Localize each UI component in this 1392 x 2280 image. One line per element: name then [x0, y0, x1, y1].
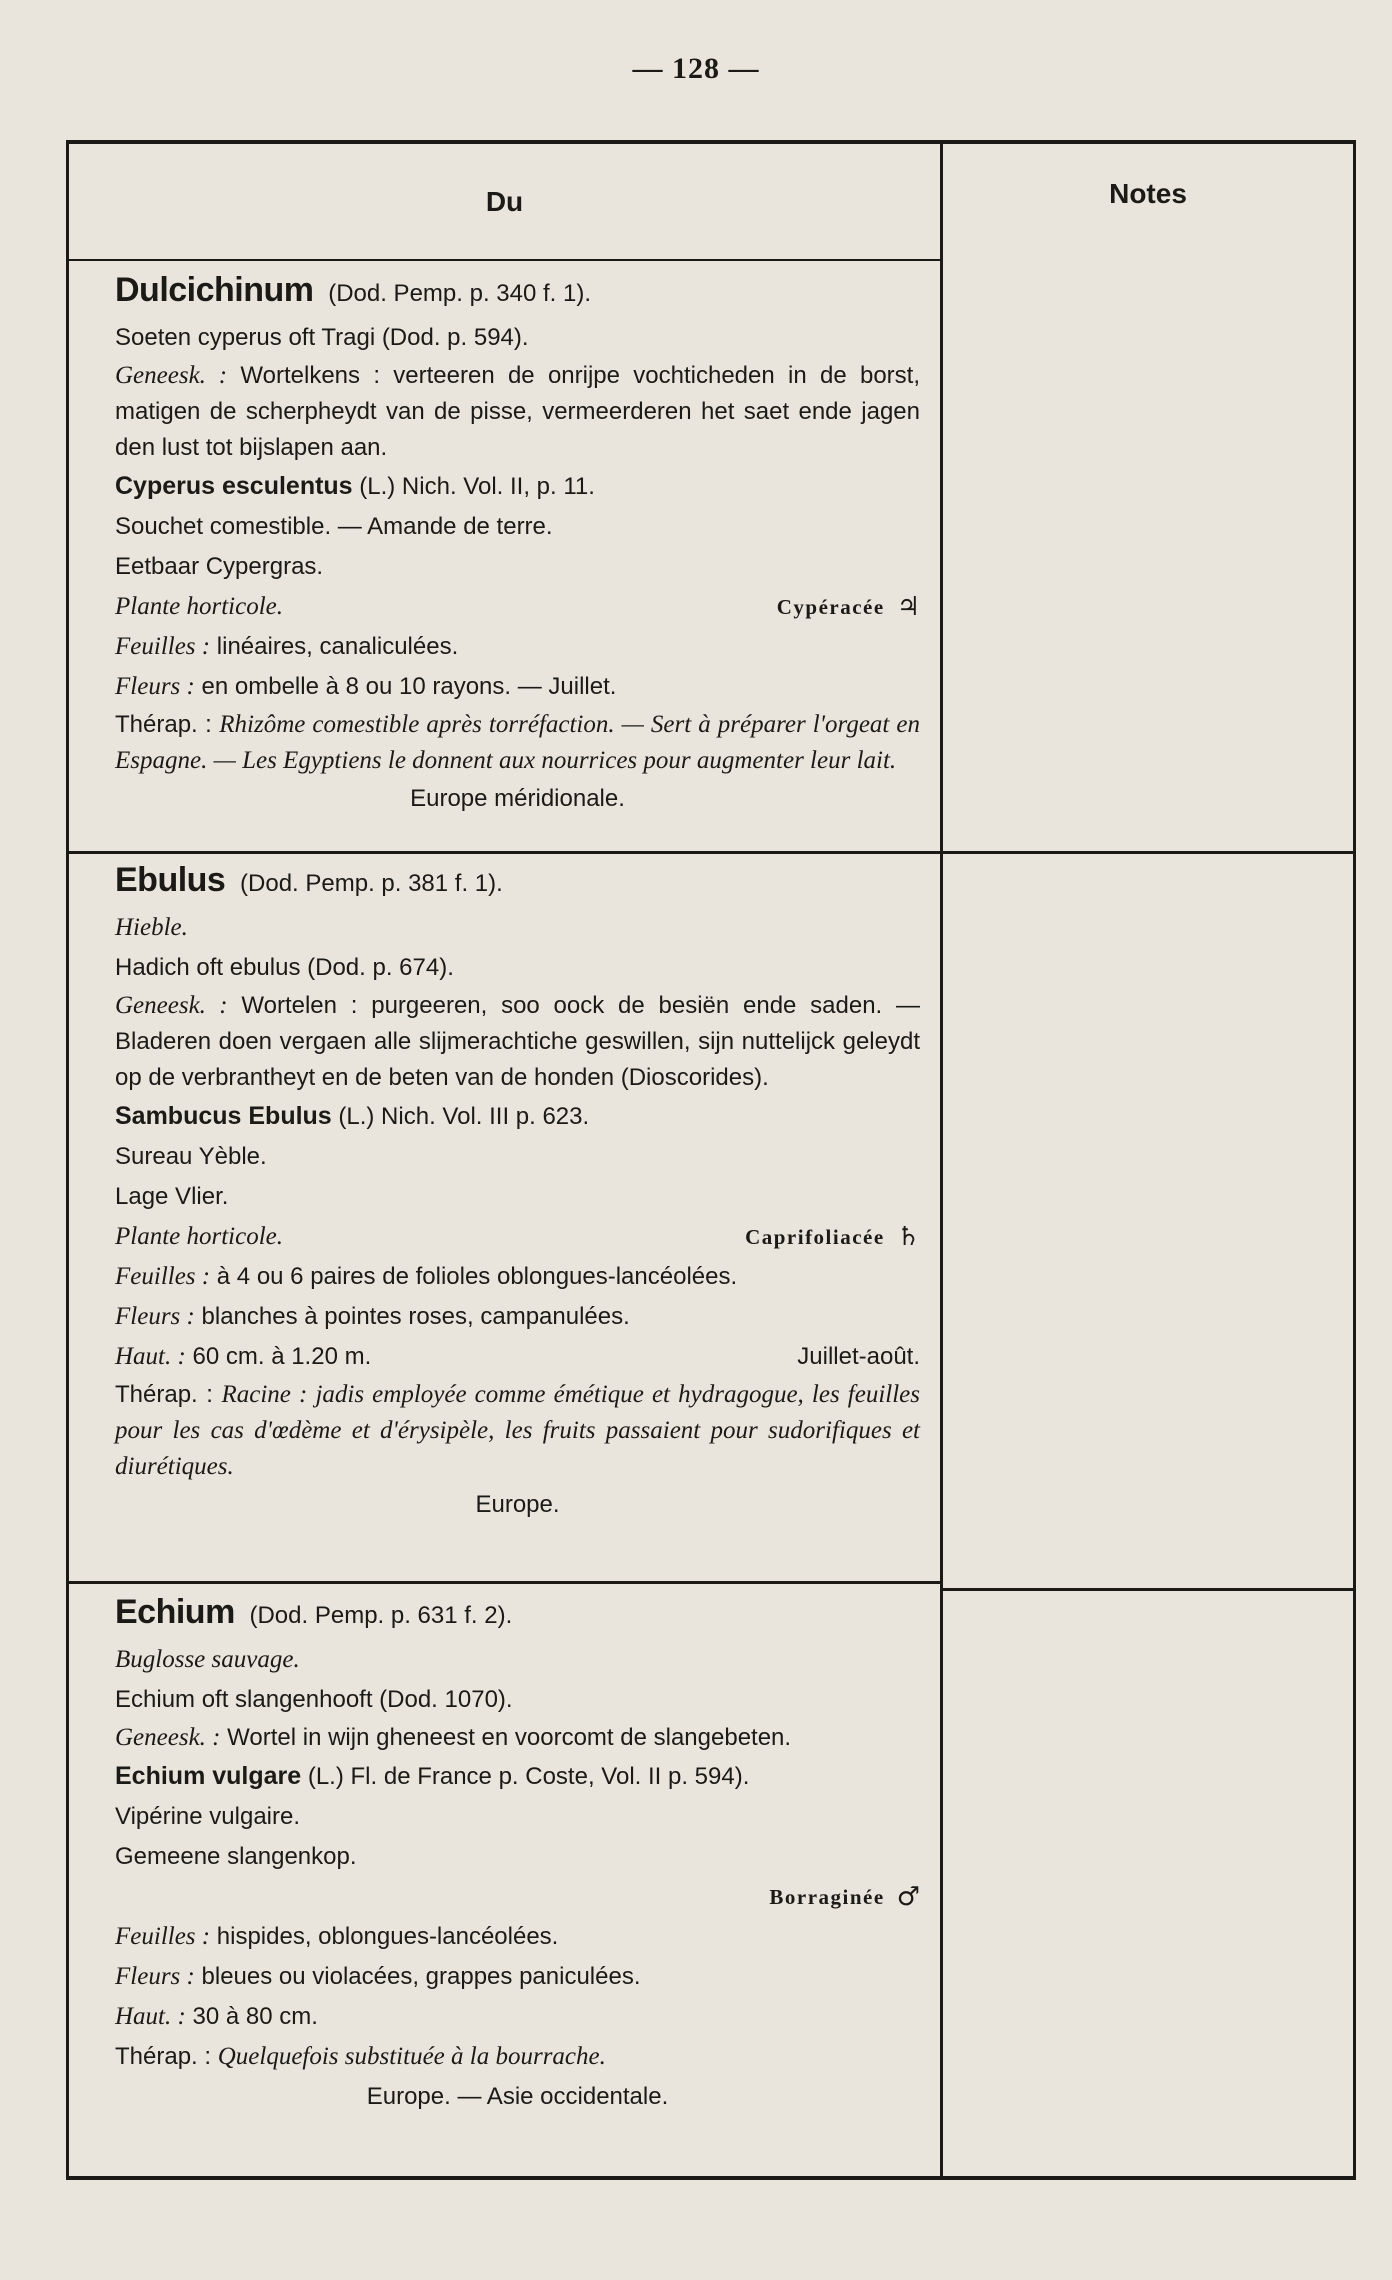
flowering-period: Juillet-août. [797, 1343, 920, 1370]
entry-dulcichinum [69, 266, 940, 819]
page-number: — 128 — [632, 52, 760, 85]
therap-line: Thérap. : Quelquefois substituée à la bourrache. [115, 2043, 606, 2070]
synonym-line: Soeten cyperus oft Tragi (Dod. p. 594). [115, 324, 529, 351]
entry-separator [69, 851, 940, 854]
entry-reference: (Dod. Pemp. p. 631 f. 2). [249, 1602, 513, 1629]
feuilles-line: Feuilles : à 4 ou 6 paires de folioles oblongues-lancéolées. [115, 1263, 738, 1290]
synonym-line: Echium oft slangenhooft (Dod. 1070). [115, 1686, 513, 1713]
entry-title: Dulcichinum [115, 271, 314, 309]
therap-paragraph: Thérap. : Racine : jadis employée comme émétique et hydragogue, les feuilles pour les cas d'œdème et d'érysipèle, les fruits passaient pour sudorifiques et diurétiques. [115, 1381, 921, 1480]
fleurs-line: Fleurs : bleues ou violacées, grappes paniculées. [115, 1963, 641, 1990]
plante-note: Plante horticole. [115, 593, 284, 620]
region: Europe. — Asie occidentale. [366, 2083, 669, 2110]
family-row [115, 587, 920, 627]
column-header-du: Du [485, 185, 524, 217]
height-line: Haut. : 60 cm. à 1.20 m. Juillet-août. [115, 1337, 920, 1377]
herbal-table [66, 140, 1356, 2180]
family-name: Cypéracée [776, 595, 885, 619]
french-common-name: Buglosse sauvage. [115, 1646, 300, 1673]
synonym-line: Hadich oft ebulus (Dod. p. 674). [115, 954, 454, 981]
family-row [115, 1217, 920, 1257]
geneesk-paragraph: Geneesk. : Wortel in wijn gheneest en voorcomt de slangebeten. [115, 1724, 792, 1751]
dutch-name: Eetbaar Cypergras. [115, 553, 324, 580]
geneesk-paragraph: Geneesk. : Wortelkens : verteeren de onrijpe vochticheden in de borst, matigen de scherpheydt van de pisse, vermeerderen het saet ende jagen den lust tot bijslapen aan. [115, 362, 920, 461]
region: Europe méridionale. [410, 785, 625, 812]
fleurs-line: Fleurs : en ombelle à 8 ou 10 rayons. — Juillet. [115, 673, 617, 700]
entry-separator [69, 1581, 940, 1584]
french-name: Vipérine vulgaire. [115, 1803, 301, 1830]
entry-ebulus [69, 856, 940, 1525]
feuilles-line: Feuilles : linéaires, canaliculées. [115, 633, 459, 660]
latin-name-line: Echium vulgare (L.) Fl. de France p. Coste, Vol. II p. 594). [115, 1762, 750, 1790]
family-row [115, 1877, 920, 1917]
dutch-name: Gemeene slangenkop. [115, 1843, 357, 1870]
dutch-name: Lage Vlier. [115, 1183, 229, 1210]
entry-reference: (Dod. Pemp. p. 340 f. 1). [328, 280, 591, 307]
latin-name-line: Sambucus Ebulus (L.) Nich. Vol. III p. 623. [115, 1102, 590, 1130]
fleurs-line: Fleurs : blanches à pointes roses, campanulées. [115, 1303, 630, 1330]
biennial-symbol-icon: ♂ [896, 1882, 920, 1912]
column-divider [940, 144, 943, 2176]
entry-reference: (Dod. Pemp. p. 381 f. 1). [240, 870, 503, 897]
entry-title: Ebulus [115, 861, 226, 899]
feuilles-line: Feuilles : hispides, oblongues-lancéolées. [115, 1923, 559, 1950]
entry-title: Echium [115, 1593, 235, 1631]
notes-separator [943, 1588, 1353, 1591]
geneesk-paragraph: Geneesk. : Wortelen : purgeeren, soo oock de besiën ende saden. — Bladeren doen vergaen alle slijmerachtiche geswillen, sijn nuttelijck geleydt op de verbrantheyt en de beten van de honden (Dioscorides). [115, 992, 920, 1091]
column-header-notes: Notes [1109, 177, 1187, 209]
perennial-symbol-icon: ♃ [896, 592, 920, 622]
family-name: Borraginée [769, 1885, 885, 1909]
shrub-symbol-icon: ♄ [896, 1222, 920, 1252]
height-line: Haut. : 30 à 80 cm. [115, 2003, 318, 2030]
french-common-name: Hieble. [115, 914, 188, 941]
header-rule [69, 259, 940, 261]
french-name: Souchet comestible. — Amande de terre. [115, 513, 553, 540]
french-name: Sureau Yèble. [115, 1143, 267, 1170]
family-name: Caprifoliacée [745, 1225, 885, 1249]
latin-name-line: Cyperus esculentus (L.) Nich. Vol. II, p. 11. [115, 472, 595, 500]
notes-separator [943, 851, 1353, 854]
entry-echium [69, 1588, 940, 2117]
region: Europe. [475, 1491, 560, 1518]
therap-paragraph: Thérap. : Rhizôme comestible après torréfaction. — Sert à préparer l'orgeat en Espagne. — Les Egyptiens le donnent aux nourrices pour augmenter leur lait. [115, 711, 920, 774]
plante-note: Plante horticole. [115, 1223, 284, 1250]
